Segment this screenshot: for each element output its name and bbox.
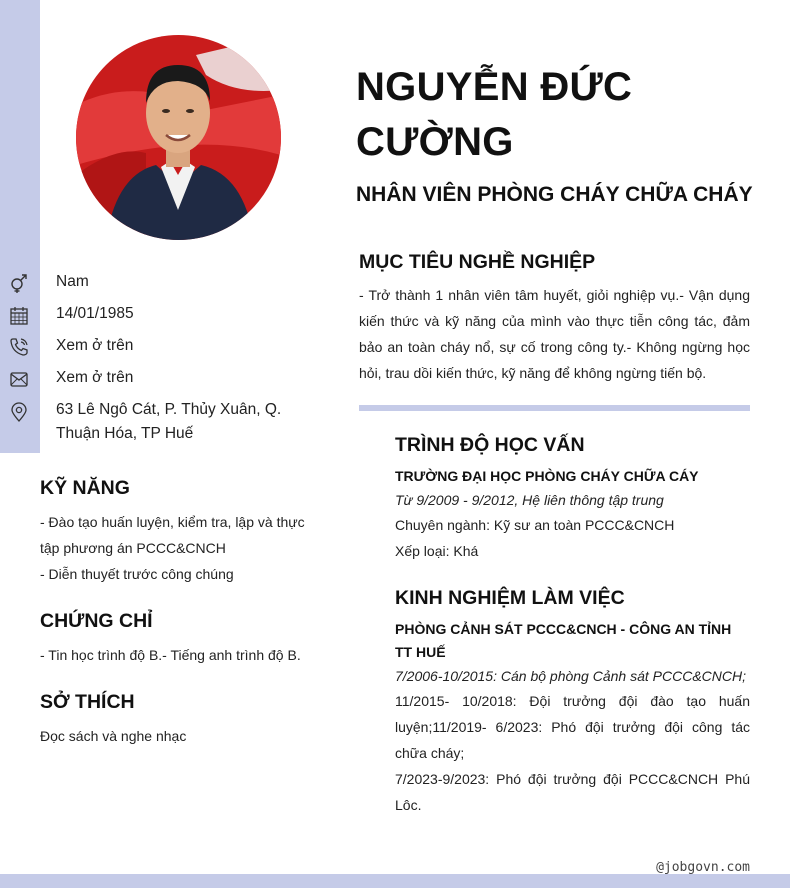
- hobbies-text: Đọc sách và nghe nhạc: [40, 728, 187, 744]
- phone-value: Xem ở trên: [56, 337, 134, 354]
- education-grade: Xếp loại: Khá: [395, 543, 479, 559]
- birthdate-value: 14/01/1985: [56, 305, 134, 322]
- education-period: Từ 9/2009 - 9/2012, Hệ liên thông tập trung: [395, 492, 664, 508]
- objective-title: MỤC TIÊU NGHỀ NGHIỆP: [359, 251, 596, 273]
- education-major: Chuyên ngành: Kỹ sư an toàn PCCC&CNCH: [395, 517, 675, 533]
- section-divider: [359, 405, 750, 411]
- certificates-title: CHỨNG CHỈ: [40, 610, 153, 632]
- skills-title: KỸ NĂNG: [40, 477, 130, 499]
- job-title: NHÂN VIÊN PHÒNG CHÁY CHỮA CHÁY: [356, 183, 753, 206]
- location-icon: [9, 402, 29, 422]
- watermark: @jobgovn.com: [656, 860, 750, 875]
- avatar: [76, 35, 281, 240]
- gender-icon: [9, 273, 29, 293]
- skill-item: - Diễn thuyết trước công chúng: [40, 566, 234, 582]
- address-value: 63 Lê Ngô Cát, P. Thủy Xuân, Q. Thuận Hóa, TP Huế: [56, 401, 282, 442]
- education-title: TRÌNH ĐỘ HỌC VẤN: [395, 434, 585, 456]
- phone-icon: [9, 337, 29, 357]
- experience-org: PHÒNG CẢNH SÁT PCCC&CNCH - CÔNG AN TỈNH TT HUẾ: [395, 621, 732, 660]
- candidate-name: NGUYỄN ĐỨC CƯỜNG: [356, 65, 633, 164]
- experience-entry: 11/2015- 10/2018: Đội trưởng đội đào tạo huấn luyện;11/2019- 6/2023: Phó đội trưởng đội công tác chữa cháy;: [395, 693, 750, 761]
- certificates-text: - Tin học trình độ B.- Tiếng anh trình độ B.: [40, 647, 301, 663]
- hobbies-title: SỞ THÍCH: [40, 691, 135, 713]
- gender-value: Nam: [56, 273, 89, 290]
- calendar-icon: [9, 306, 29, 326]
- experience-title: KINH NGHIỆM LÀM VIỆC: [395, 587, 625, 609]
- skill-item: - Đào tạo huấn luyện, kiểm tra, lập và thực tập phương án PCCC&CNCH: [40, 514, 305, 556]
- mail-icon: [9, 369, 29, 389]
- skills-list: [40, 509, 315, 587]
- email-value: Xem ở trên: [56, 369, 134, 386]
- bottom-accent-bar: [0, 874, 790, 888]
- objective-text: - Trở thành 1 nhân viên tâm huyết, giỏi nghiệp vụ.- Vận dụng kiến thức và kỹ năng của mình vào thực tiễn công tác, đảm bảo an toàn cháy nổ, sự cố trong công ty.- Không ngừng học hỏi, trau dồi kiến thức, kỹ năng để không ngừng tiến bộ.: [359, 287, 750, 381]
- experience-entry: 7/2023-9/2023: Phó đội trưởng đội PCCC&CNCH Phú Lôc.: [395, 771, 750, 813]
- experience-entry: 7/2006-10/2015: Cán bộ phòng Cảnh sát PCCC&CNCH;: [395, 668, 746, 684]
- education-school: TRƯỜNG ĐẠI HỌC PHÒNG CHÁY CHỮA CÁY: [395, 468, 699, 484]
